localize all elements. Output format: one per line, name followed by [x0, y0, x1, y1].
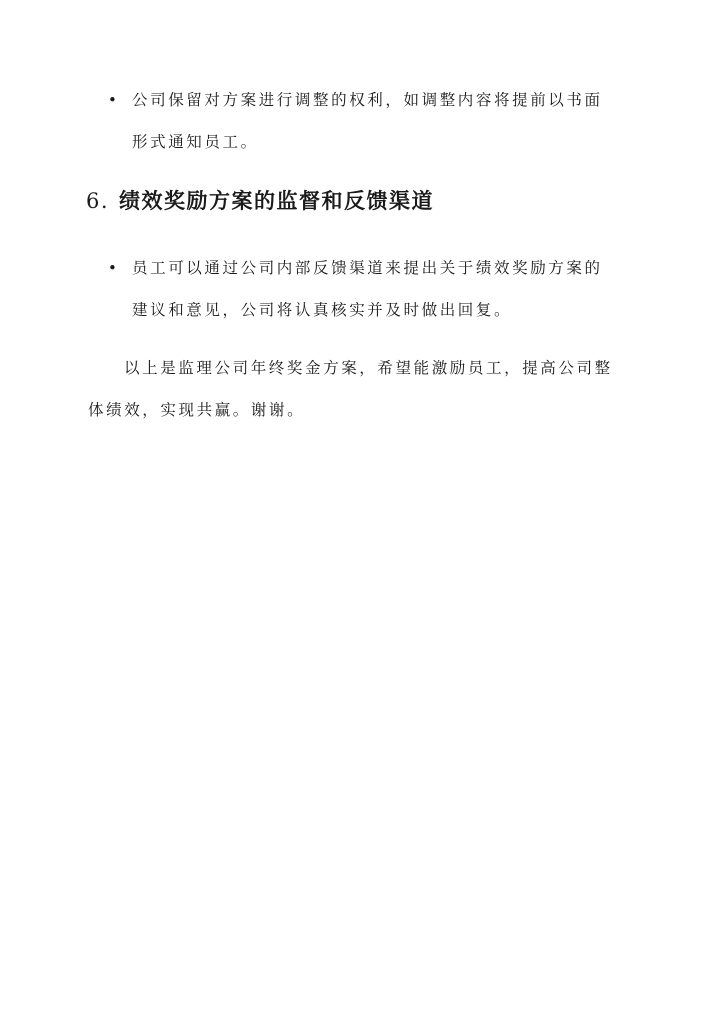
section-heading	[86, 186, 434, 216]
section-number: 6.	[86, 189, 110, 213]
list-item-text-line-2: 建议和意见，公司将认真核实并及时做出回复。	[132, 301, 513, 319]
closing-paragraph-line-2: 体绩效，实现共赢。谢谢。	[88, 401, 306, 419]
list-item-text-line-1: 员工可以通过公司内部反馈渠道来提出关于绩效奖励方案的	[132, 259, 603, 277]
list-item-text-line-2: 形式通知员工。	[132, 133, 259, 151]
section-title: 绩效奖励方案的监督和反馈渠道	[119, 188, 435, 213]
bullet-marker: •	[108, 91, 117, 109]
closing-paragraph-line-1: 以上是监理公司年终奖金方案，希望能激励员工，提高公司整	[124, 359, 613, 377]
list-item-text-line-1: 公司保留对方案进行调整的权利，如调整内容将提前以书面	[132, 91, 603, 109]
bullet-marker: •	[108, 259, 117, 277]
